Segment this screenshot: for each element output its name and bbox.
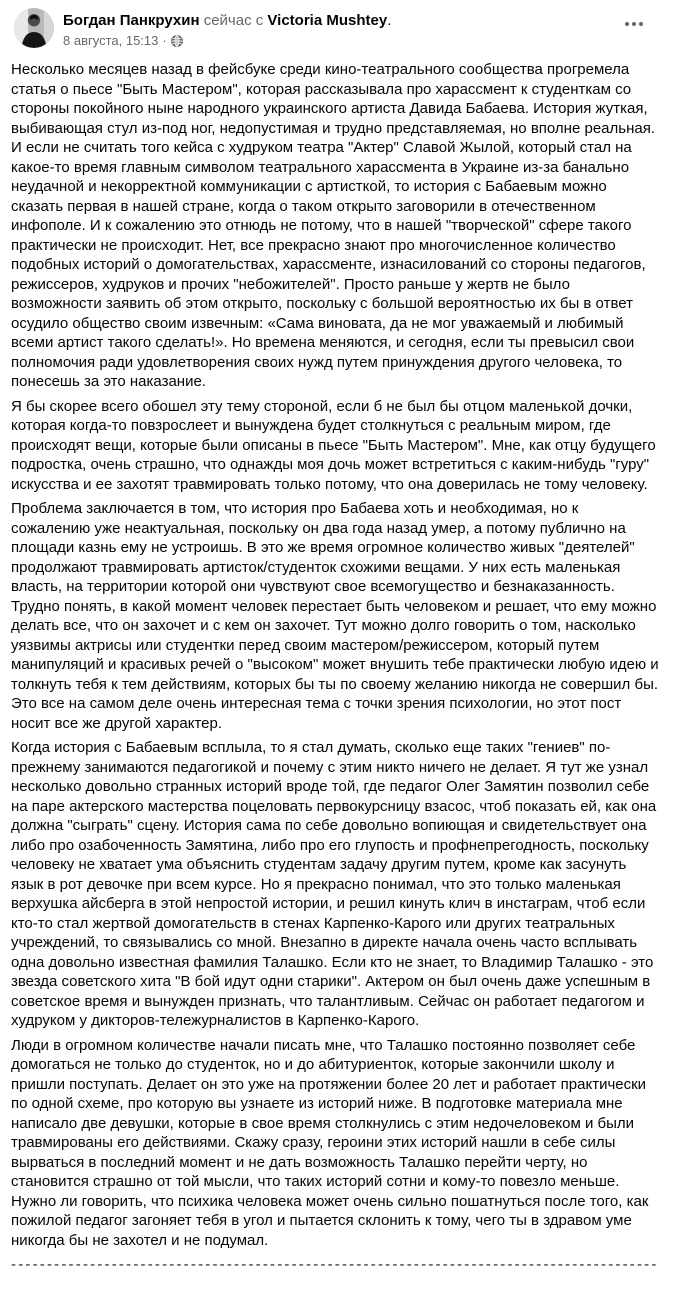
post-divider-dashes: ------------------------------------------------------------------------------------------ [11, 1256, 659, 1273]
post-header [0, 0, 673, 51]
post-paragraph: Когда история с Бабаевым всплыла, то я стал думать, сколько еще таких "гениев" по-прежнему занимаются педагогикой и почему с этим никто ничего не делает. Я тут же узнал несколько довольно странных историй вроде той, где педагог Олег Замятин позволил себе на паре актерского мастерства поцеловать первокурсницу взасос, чтоб показать ей, как она должна "сыграть" сцену. История сама по себе довольно вопиющая и свидетельствует она либо про озабоченность Замятина, либо про его глупость и профнепрегодность, поскольку человеку не хватает ума объяснить студентам задачу другим путем, кроме как засунуть язык в рот девочке при всем курсе. Но я прекрасно понимал, что это только маленькая верхушка айсберга в этой непростой истории, и решил кинуть клич в инстаграм, чтоб если кто-то стал жертвой домогательств в стенах Карпенко-Карого или других театральных учреждений, то связывались со мной. Внезапно в директе начала очень часто всплывать одна довольно известная фамилия Талашко. Если кто не знает, то Владимир Талашко - это звезда советского хита "В бой идут одни старики". Актером он был очень даже успешным в советское время и вынужден признать, что талантливым. Сейчас он работает педагогом и худруком у дикторов-тележурналистов в Карпенко-Карого. [11, 739, 661, 1029]
meta-separator: · [162, 33, 167, 48]
post-paragraph: Люди в огромном количестве начали писать мне, что Талашко постоянно позволяет себе домогаться не только до студенток, но и до абитуриенток, которые закончили школу и пришли поступать. Делает он это уже на протяжении более 20 лет и работает практически по одной схеме, про которую вы узнаете из историй ниже. В подготовке материала мне написало две девушки, которые в свое время столкнулись с этим недочеловеком и были травмированы его действиями. Скажу сразу, героини этих историй нашли в себе силы вырваться в последний момент и не дать возможность Талашко перейти черту, но становится страшно от той мысли, что таких историй сотни и кому-то повезло меньше. Нужно ли говорить, что психика человека может очень сильно пошатнуться после того, как пожилой педагог загоняет тебя в угол и пытается склонить к тому, чего ты в здравом уме никогда бы не захотел и не подумал. [11, 1036, 653, 1249]
header-connector-text: сейчас с [203, 12, 264, 29]
name-suffix: . [387, 12, 392, 29]
meta-line [63, 32, 619, 49]
globe-public-icon [171, 35, 183, 47]
tagged-user-link[interactable]: Victoria Mushtey [267, 12, 388, 29]
header-text [63, 8, 619, 49]
ellipsis-dot [625, 22, 629, 26]
name-line [63, 8, 619, 30]
post-paragraph: Я бы скорее всего обошел эту тему стороной, если б не был бы отцом маленькой дочки, которая когда-то повзрослеет и вынуждена будет столкнуться с реальным миром, где происходят вещи, которые были описаны в пьесе "Быть Мастером". Мне, как отцу будущего подростка, очень страшно, что однажды моя дочь может встретиться с каким-нибудь "гуру" искусства и ее захотят травмировать только потому, что она доверилась не тому человеку. [11, 397, 660, 493]
more-options-button[interactable] [619, 16, 649, 32]
post-paragraph: Проблема заключается в том, что история про Бабаева хоть и необходимая, но к сожалению уже неактуальная, поскольку он два года назад умер, а потому публично на площади казнь ему не устроишь. В это же время огромное количество живых "деятелей" продолжают травмировать артисток/студенток схожими вещами. У них есть маленькая власть, на территории которой они чувствуют свое всемогущество и безнаказанность. Трудно понять, в какой момент человек перестает быть человеком и решает, что ему можно делать все, что он захочет и с кем он захочет. Тут можно долго говорить о том, насколько уязвимы актрисы или студентки перед своим мастером/режиссером, который путем манипуляций и красивых речей о "высоком" может внушить тебе практически любую идею и толкнуть тебя к тем действиям, которых бы ты по своему желанию никогда не совершил бы. Это все на самом деле очень интересная тема с точки зрения психологии, но этот пост носит все же другой характер. [11, 500, 663, 732]
avatar[interactable] [14, 8, 54, 48]
avatar-photo [14, 8, 54, 48]
author-name-link[interactable]: Богдан Панкрухин [63, 12, 200, 29]
post-paragraph: Несколько месяцев назад в фейсбуке среди кино-театрального сообщества прогремела статья о пьесе "Быть Мастером", которая рассказывала про харассмент к студенткам со стороны покойного ныне народного украинского артиста Давида Бабаева. История жуткая, выбивающая стул из-под ног, недопустимая и трудно представляемая, но вполне реальная. И если не считать того кейса с худруком театра "Актер" Славой Жылой, который стал на какое-то время главным символом театрального харассмента в Украине из-за банально неудачной и некорректной коммуникации с артисткой, то история с Бабаевым можно сказать первая в нашей стране, когда о таком открыто заговорили в отечественном инфополе. И к сожалению это отнюдь не потому, что в нашей "творческой" сфере такого практически не происходит. Нет, все прекрасно знают про многочисленное количество подобных историй о домогательствах, харассменте, изнасилований со стороны педагогов, режиссеров, худруков и прочих "небожителей". Просто раньше у жертв не было возможности заявить об этом открыто, поскольку с большой вероятностью их бы в ответ осудило общество своим извечным: «Сама виновата, да не мог уважаемый и любимый всеми артист такого сделать!». Но времена меняются, и сегодня, если ты превысил свои полномочия ради удовлетворения своих нужд путем принуждения другого человека, то понесешь за это наказание. [11, 61, 660, 390]
ellipsis-dot [632, 22, 636, 26]
ellipsis-dot [639, 22, 643, 26]
post-body [0, 51, 673, 1275]
post-timestamp-link[interactable]: 8 августа, 15:13 [63, 33, 159, 48]
